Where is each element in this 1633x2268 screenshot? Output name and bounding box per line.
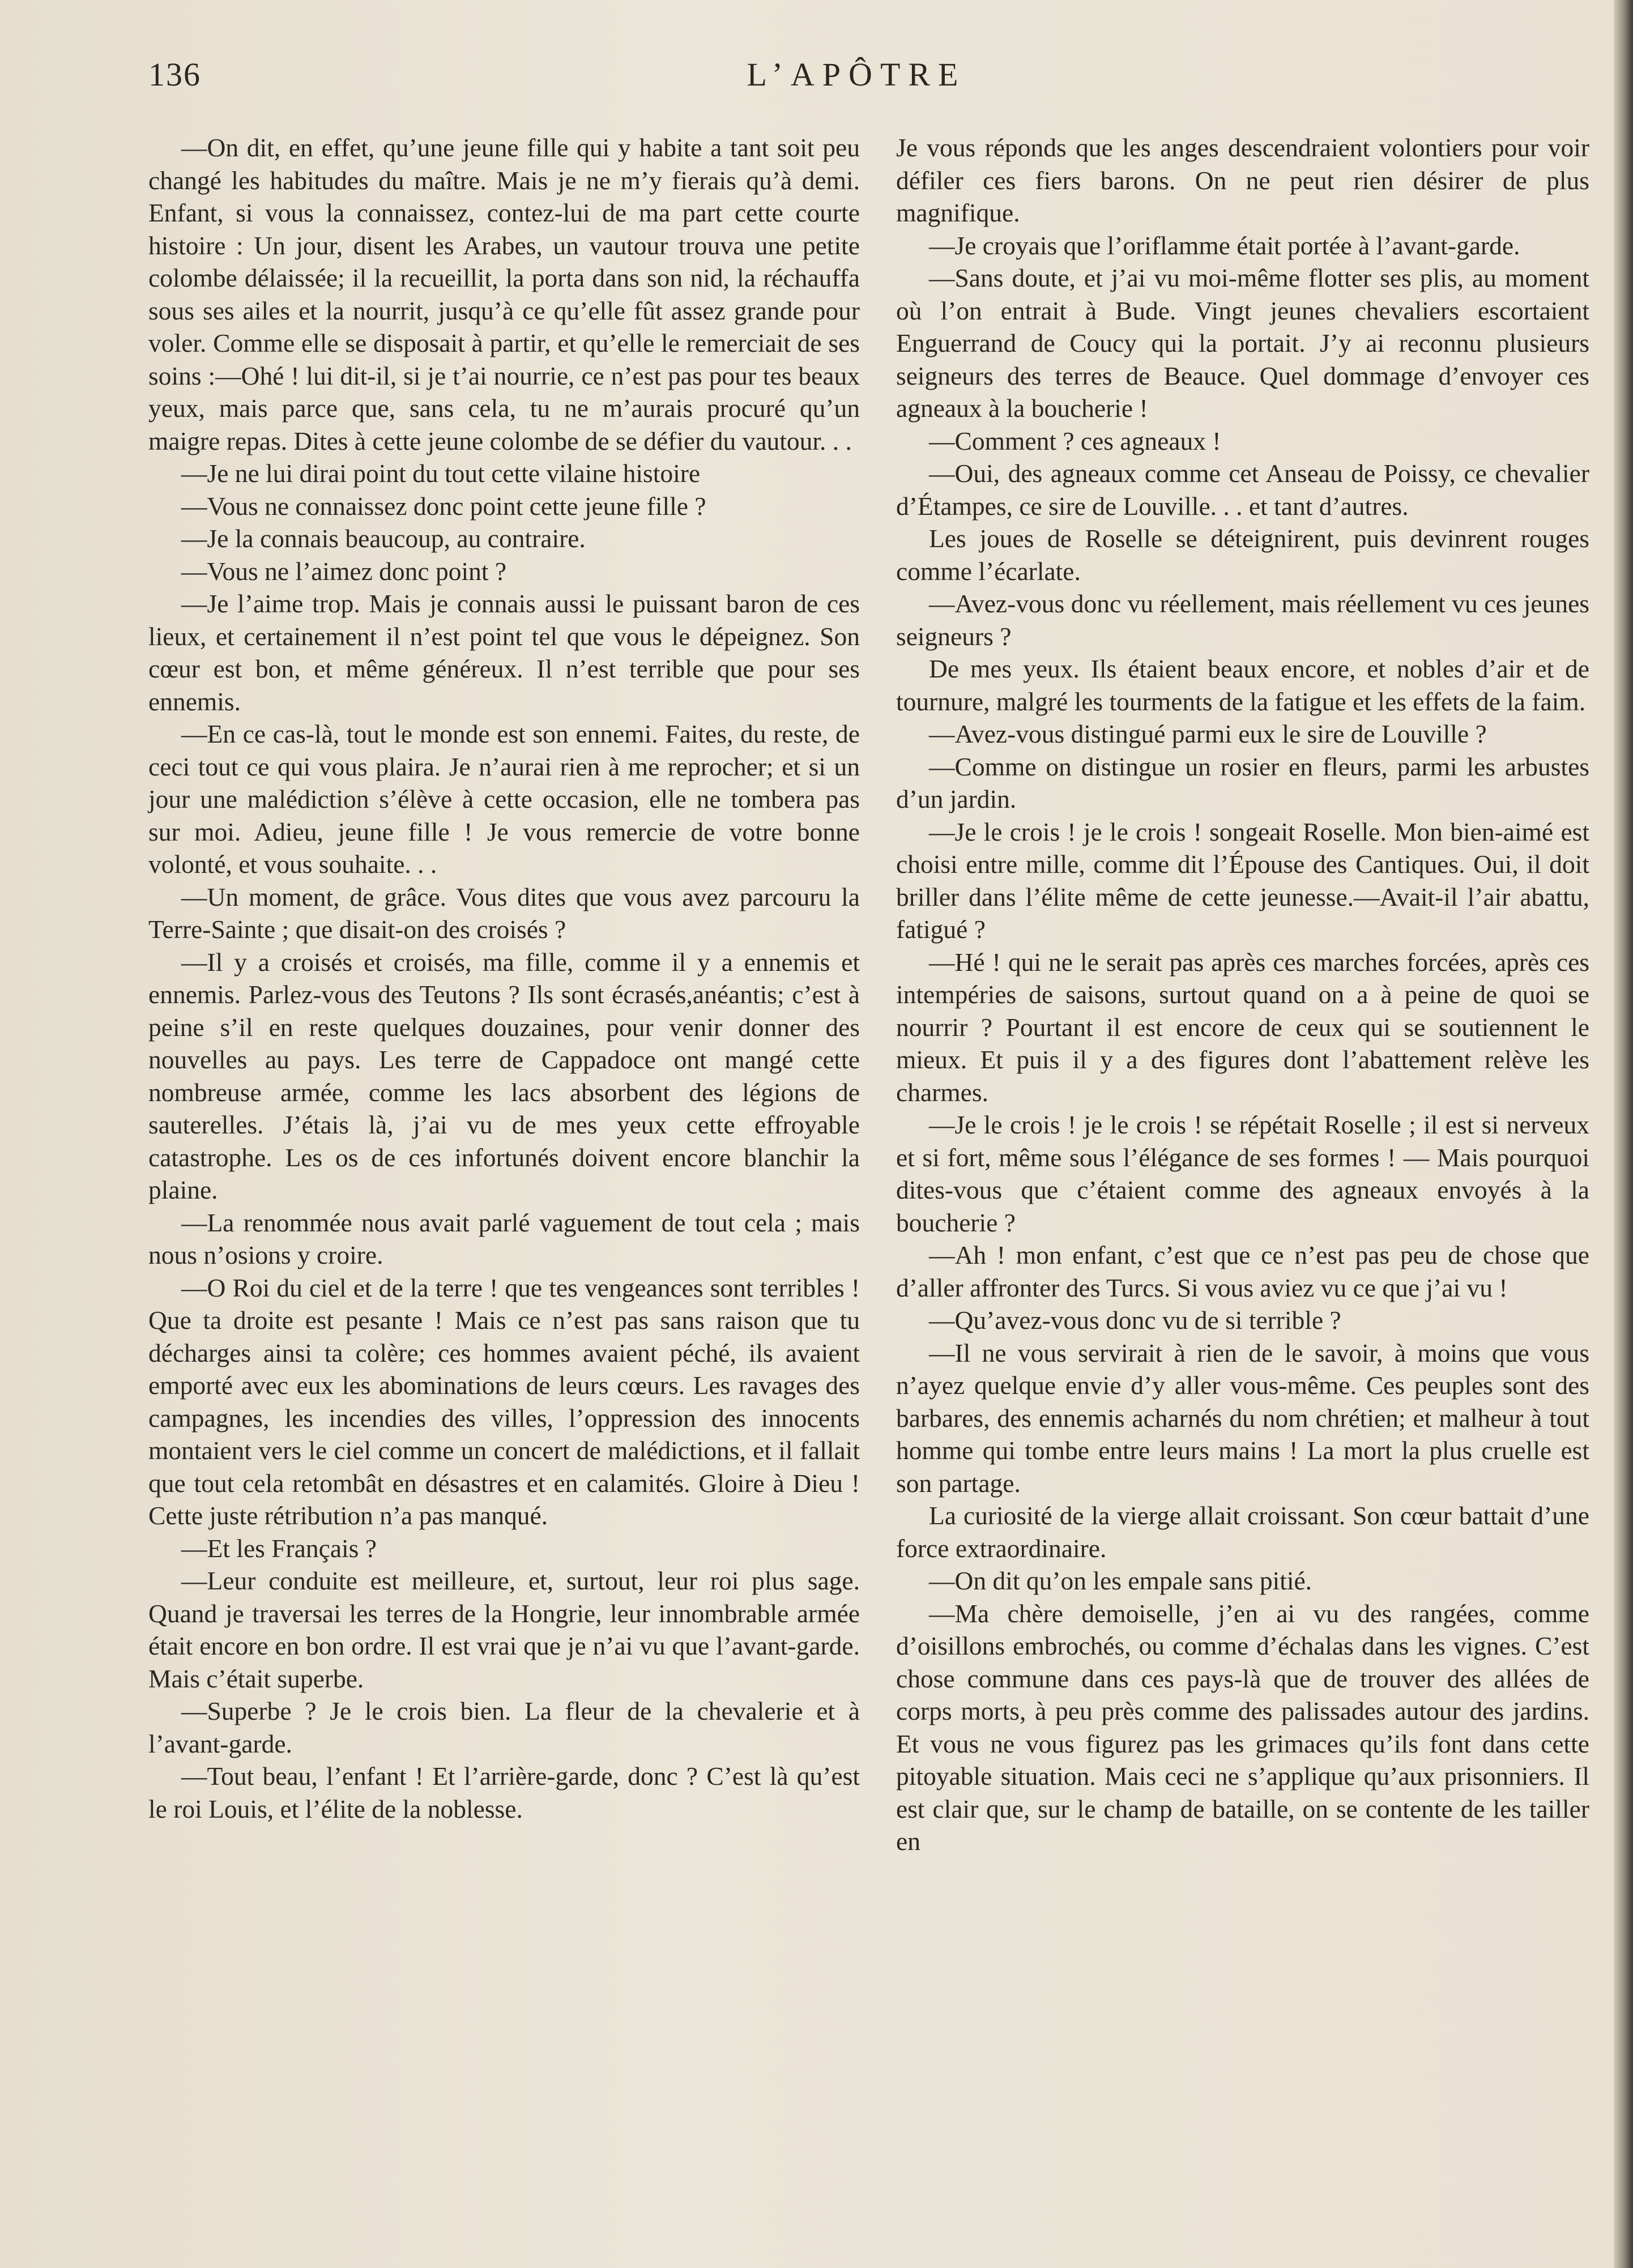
paragraph: Je vous réponds que les anges descendraient volontiers pour voir défiler ces fiers barons. On ne peut rien désirer de plus magnifique. (896, 133, 1589, 227)
paragraph: —Ah ! mon enfant, c’est que ce n’est pas peu de chose que d’aller affronter des Turcs. Si vous aviez vu ce que j’ai vu ! (896, 1240, 1589, 1302)
paragraph: —Il ne vous servirait à rien de le savoir, à moins que vous n’ayez quelque envie d’y aller vous-même. Ces peuples sont des barbares, des ennemis acharnés du nom chrétien; et malheur à tout homme qui tombe entre leurs mains ! La mort la plus cruelle est son partage. (896, 1338, 1589, 1498)
page-header (148, 56, 1564, 106)
paragraph: —On dit qu’on les empale sans pitié. (929, 1566, 1312, 1595)
right-text-column (896, 131, 1589, 1858)
paragraph: —Vous ne connaissez donc point cette jeune fille ? (181, 491, 706, 521)
paragraph: —Je la connais beaucoup, au contraire. (181, 524, 586, 553)
paragraph: —Oui, des agneaux comme cet Anseau de Poissy, ce chevalier d’Étampes, ce sire de Louville. . . et tant d’autres. (896, 459, 1589, 521)
paragraph: —Vous ne l’aimez donc point ? (181, 556, 507, 586)
paragraph: —Je le crois ! je le crois ! se répétait Roselle ; il est si nerveux et si fort, même sous l’élégance de ses formes ! — Mais pourquoi dites-vous que c’étaient comme des agneaux envoyés à la boucherie ? (896, 1110, 1589, 1237)
paragraph: —Je l’aime trop. Mais je connais aussi le puissant baron de ces lieux, et certainement il n’est point tel que vous le dépeignez. Son cœur est bon, et même généreux. Il n’est terrible que pour ses ennemis. (148, 589, 860, 716)
paragraph: —Et les Français ? (181, 1533, 377, 1563)
paragraph: —Je ne lui dirai point du tout cette vilaine histoire (181, 459, 701, 488)
paragraph: —On dit, en effet, qu’une jeune fille qui y habite a tant soit peu changé les habitudes du maître. Mais je ne m’y fierais qu’à demi. Enfant, si vous la connaissez, contez-lui de ma part cette courte histoire : Un jour, disent les Arabes, un vautour trouva une petite colombe délaissée; il la recueillit, la porta dans son nid, la réchauffa sous ses ailes et la nourrit, jusqu’à ce qu’elle fût assez grande pour voler. Comme elle se disposait à partir, et qu’elle le remerciait de ses soins :—Ohé ! lui dit-il, si je t’ai nourrie, ce n’est pas pour tes beaux yeux, mais parce que, sans cela, tu ne m’aurais procuré qu’un maigre repas. Dites à cette jeune colombe de se défier du vautour. . . (148, 133, 860, 455)
paragraph: —Je croyais que l’oriflamme était portée à l’avant-garde. (929, 231, 1520, 260)
paragraph: —La renommée nous avait parlé vaguement de tout cela ; mais nous n’osions y croire. (148, 1208, 860, 1269)
left-text-column (148, 131, 860, 1825)
running-title: L’APÔTRE (747, 56, 966, 93)
page-number: 136 (148, 56, 201, 93)
paragraph: —O Roi du ciel et de la terre ! que tes vengeances sont terribles ! Que ta droite est pesante ! Mais ce n’est pas sans raison que tu décharges ainsi ta colère; ces hommes avaient péché, ils avaient emporté avec eux les abominations de leurs cœurs. Les ravages des campagnes, les incendies des villes, l’oppression des innocents montaient vers le ciel comme un concert de malédictions, et il fallait que tout cela retombât en désastres et en calamités. Gloire à Dieu ! Cette juste rétribution n’a pas manqué. (148, 1273, 860, 1530)
paragraph: —Qu’avez-vous donc vu de si terrible ? (929, 1306, 1341, 1335)
paragraph: —Comme on distingue un rosier en fleurs, parmi les arbustes d’un jardin. (896, 752, 1589, 813)
paragraph: —En ce cas-là, tout le monde est son ennemi. Faites, du reste, de ceci tout ce qui vous plaira. Je n’aurai rien à me reprocher; et si un jour une malédiction s’élève à cette occasion, elle ne tombera pas sur moi. Adieu, jeune fille ! Je vous remercie de votre bonne volonté, et vous souhaite. . . (148, 719, 860, 879)
paragraph: —Comment ? ces agneaux ! (929, 426, 1221, 455)
paragraph: —Il y a croisés et croisés, ma fille, comme il y a ennemis et ennemis. Parlez-vous des Teutons ? Ils sont écrasés,anéantis; c’est à peine s’il en reste quelques douzaines, pour venir donner des nouvelles au pays. Les terre de Cappadoce ont mangé cette nombreuse armée, comme les lacs absorbent des légions de sauterelles. J’étais là, j’ai vu de mes yeux cette effroyable catastrophe. Les os de ces infortunés doivent encore blanchir la plaine. (148, 947, 860, 1204)
paragraph: —Ma chère demoiselle, j’en ai vu des rangées, comme d’oisillons embrochés, ou comme d’échalas dans les vignes. C’est chose commune dans ces pays-là que de trouver des allées de corps morts, à peu près comme des palissades autour des jardins. Et vous ne vous figurez pas les grimaces qu’ils font dans cette pitoyable situation. Mais ceci ne s’applique qu’aux prisonniers. Il est clair que, sur le champ de bataille, on se contente de les tailler en (896, 1598, 1589, 1856)
paragraph: —Leur conduite est meilleure, et, surtout, leur roi plus sage. Quand je traversai les terres de la Hongrie, leur innombrable armée était encore en bon ordre. Il est vrai que je n’ai vu que l’avant-garde. Mais c’était superbe. (148, 1566, 860, 1693)
paragraph: —Un moment, de grâce. Vous dites que vous avez parcouru la Terre-Sainte ; que disait-on des croisés ? (148, 882, 860, 944)
paragraph: —Avez-vous distingué parmi eux le sire de Louville ? (929, 719, 1487, 748)
paragraph: Les joues de Roselle se déteignirent, puis devinrent rouges comme l’écarlate. (896, 524, 1589, 586)
page-edge-shadow (1614, 0, 1633, 2268)
paragraph: —Je le crois ! je le crois ! songeait Roselle. Mon bien-aimé est choisi entre mille, comme dit l’Épouse des Cantiques. Oui, il doit briller dans l’élite même de cette jeunesse.—Avait-il l’air abattu, fatigué ? (896, 817, 1589, 944)
paragraph: —Superbe ? Je le crois bien. La fleur de la chevalerie et à l’avant-garde. (148, 1696, 860, 1758)
paragraph: —Hé ! qui ne le serait pas après ces marches forcées, après ces intempéries de saisons, surtout quand on a à peine de quoi se nourrir ? Pourtant il est encore de ceux qui se soutiennent le mieux. Et puis il y a des figures dont l’abattement relève les charmes. (896, 947, 1589, 1107)
paragraph: —Sans doute, et j’ai vu moi-même flotter ses plis, au moment où l’on entrait à Bude. Vingt jeunes chevaliers escortaient Enguerrand de Coucy qui la portait. J’y ai reconnu plusieurs seigneurs des terres de Beauce. Quel dommage d’envoyer ces agneaux à la boucherie ! (896, 263, 1589, 423)
paragraph: La curiosité de la vierge allait croissant. Son cœur battait d’une force extraordinaire. (896, 1501, 1589, 1563)
paragraph: —Avez-vous donc vu réellement, mais réellement vu ces jeunes seigneurs ? (896, 589, 1589, 651)
paragraph: De mes yeux. Ils étaient beaux encore, et nobles d’air et de tournure, malgré les tourments de la fatigue et les effets de la faim. (896, 654, 1589, 716)
paragraph: —Tout beau, l’enfant ! Et l’arrière-garde, donc ? C’est là qu’est le roi Louis, et l’élite de la noblesse. (148, 1762, 860, 1823)
